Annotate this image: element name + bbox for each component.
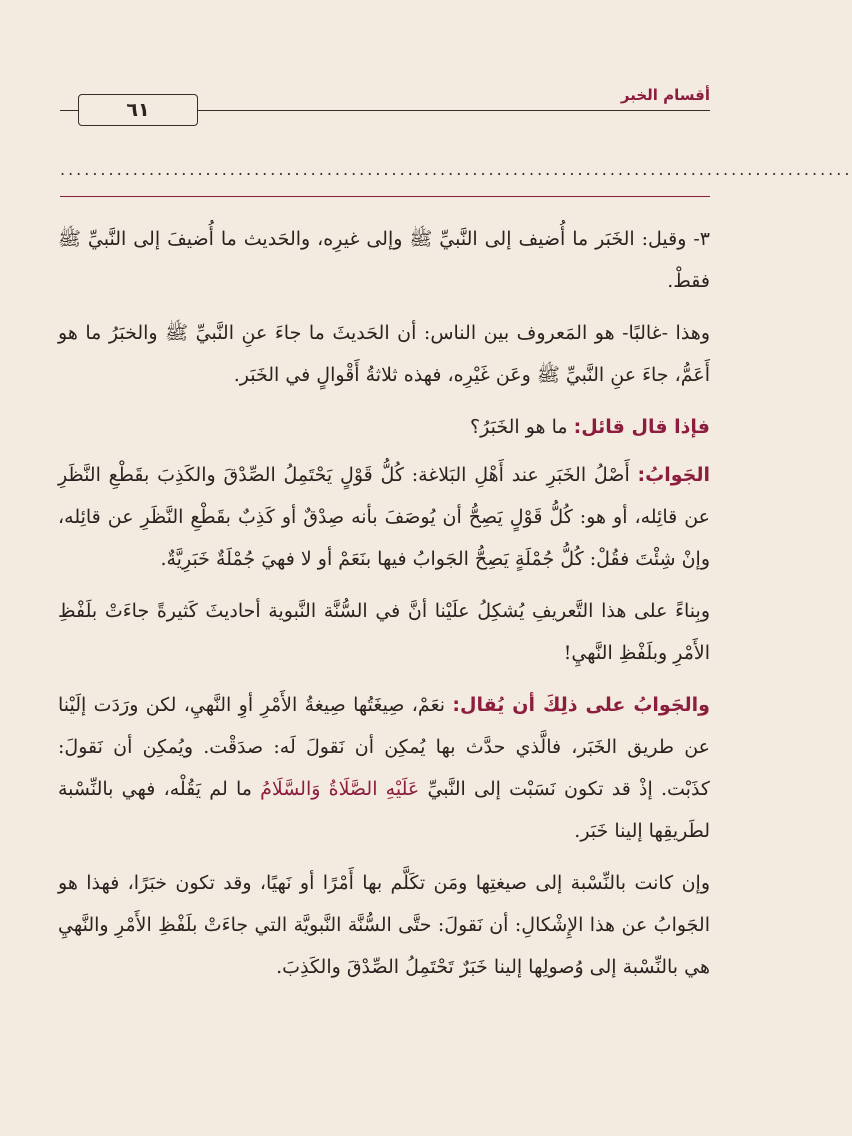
question-lead: فإذا قال قائل: <box>573 416 710 438</box>
answer-lead: الجَوابُ: <box>637 464 710 486</box>
chapter-title: أقسام الخبر <box>615 86 710 104</box>
salutation-phrase: عَلَيْهِ الصَّلَاةُ وَالسَّلَامُ <box>260 778 420 800</box>
reply-text-a: نعَمْ، صِيغَتُها صِيغةُ الأَمْرِ أوِ النَّهيِ، لكن ورَدَت إلَيْنا عن طريق الخَبَر، فالَّذي حدَّث بها يُمكِن أن نَقولَ لَه: صدَقْت. ويُمكِن أن نَقولَ: كذَبْت. إذْ قد تكون نَسَبْت إلى النَّبيِّ <box>58 694 710 800</box>
page-header <box>60 84 710 128</box>
body-text <box>58 218 710 998</box>
paragraph-6 <box>58 684 710 852</box>
page-number: ٦١ <box>78 94 198 126</box>
paragraph-7: وإن كانت بالنِّسْبة إلى صيغتِها ومَن تكَلَّم بها أَمْرًا أو نَهيًا، وقد تكون خبَرًا، فهذا هو الجَوابُ عن هذا الإِشْكالِ: أن نَقولَ: حتَّى السُّنَّة النَّبويَّة التي جاءَتْ بلَفْظِ الأَمْرِ والنَّهيِ هي بالنِّسْبة إلى وُصولِها إلينا خَبَرٌ تَحْتَمِلُ الصِّدْقَ والكَذِبَ. <box>58 872 710 978</box>
paragraph-3 <box>58 406 710 448</box>
dotted-separator: .................................................................................................. <box>60 160 852 179</box>
paragraph-2: وهذا -غالبًا- هو المَعروف بين الناس: أن الحَديثَ ما جاءَ عنِ النَّبيِّ ﷺ والخبَرُ ما هو أَعَمُّ، جاءَ عنِ النَّبيِّ ﷺ وعَن غَيْرِه، فهذه ثلاثةُ أَقْوالٍ في الخَبَر. <box>58 322 710 386</box>
paragraph-1: ٣- وقيل: الخَبَر ما أُضيف إلى النَّبيِّ ﷺ وإلى غيرِه، والحَديث ما أُضيفَ إلى النَّبيِّ ﷺ فقطْ. <box>58 228 710 292</box>
reply-text-b: ما لم يَقُلْه، فهي بالنِّسْبة لطَريقِها إلينا خَبَر. <box>58 778 710 842</box>
paragraph-5: وبِناءً على هذا التَّعريفِ يُشكِلُ علَيْنا أنَّ في السُّنَّة النَّبوية أحاديثَ كَثيرةً جاءَتْ بلَفْظِ الأَمْرِ وبلَفْظِ النَّهيِ! <box>58 600 710 664</box>
red-separator-line <box>60 196 710 197</box>
question-text: ما هو الخَبَرُ؟ <box>470 416 574 438</box>
paragraph-4 <box>58 454 710 580</box>
answer-text: أَصْلُ الخَبَرِ عند أَهْلِ البَلاغة: كُلُّ قَوْلٍ يَحْتَمِلُ الصِّدْقَ والكَذِبَ بقَطْعِ النَّظَرِ عن قائِله، أو هو: كُلُّ قَوْلٍ يَصِحُّ أن يُوصَفَ بأنه صِدْقٌ أو كَذِبٌ بقَطْعِ النَّظَرِ عن قائِله، وإنْ شِئْتَ فقُلْ: كُلُّ جُمْلَةٍ يَصِحُّ الجَوابُ فيها بنَعَمْ أو لا فهيَ جُمْلَةٌ خَبَرِيَّةٌ. <box>58 464 710 570</box>
reply-lead: والجَوابُ على ذلِكَ أن يُقال: <box>452 694 710 716</box>
